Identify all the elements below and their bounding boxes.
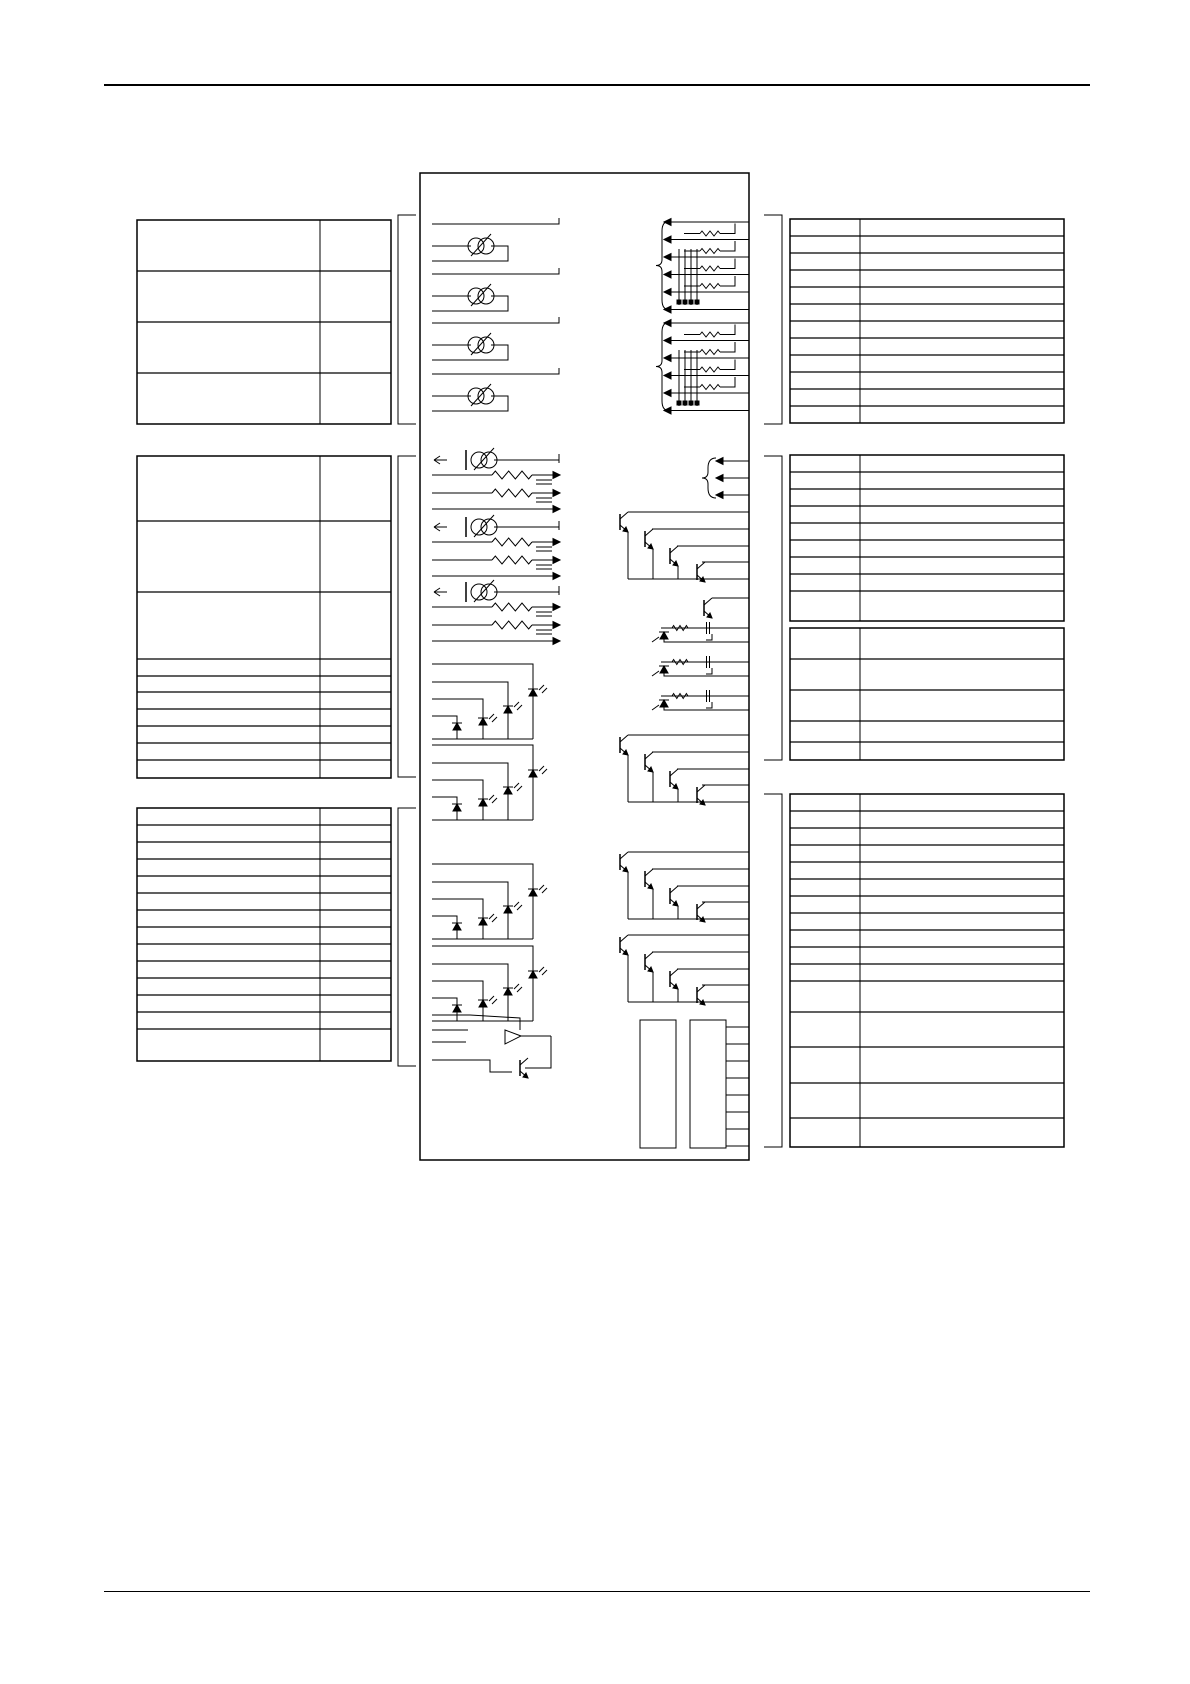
table-border	[790, 628, 1064, 760]
resistor-icon	[700, 367, 720, 372]
diode-body	[660, 632, 668, 639]
wire	[652, 637, 659, 642]
analog-input-channel	[432, 317, 559, 360]
transistor-icon	[704, 598, 712, 618]
led-icon	[528, 685, 547, 696]
diode-body	[504, 706, 512, 713]
terminal-dot	[677, 300, 681, 304]
transistor-cascade	[620, 852, 749, 922]
wire	[652, 671, 659, 676]
analog-output-table	[137, 456, 391, 778]
led-ray	[514, 984, 519, 989]
led-ray	[542, 888, 547, 893]
wire	[466, 1060, 512, 1072]
digital-input-group	[432, 946, 547, 1021]
led-ray	[489, 996, 494, 1001]
current-source-icon	[471, 448, 497, 470]
digital-input-table	[137, 808, 391, 1061]
transistor-icon	[645, 752, 653, 772]
current-source-icon	[468, 384, 494, 406]
led-icon	[528, 885, 547, 896]
capacitor-icon	[536, 612, 552, 616]
arrow-icon	[664, 254, 671, 261]
led-icon	[503, 984, 522, 995]
transistor-collector	[645, 869, 653, 876]
arrow-icon	[553, 490, 560, 497]
wire	[432, 345, 508, 360]
capacitor-icon	[536, 547, 552, 551]
arrow-icon	[664, 271, 671, 278]
led-icon	[528, 967, 547, 978]
wire	[434, 592, 440, 596]
left-tables-group	[137, 220, 391, 1061]
arrow-icon	[664, 306, 671, 313]
terminal-block	[690, 1020, 726, 1148]
analog-output-channel	[432, 580, 560, 645]
transistor-collector	[697, 985, 705, 992]
arrow-icon	[553, 573, 560, 580]
wire	[432, 716, 457, 739]
analog-input-channel	[432, 268, 559, 311]
resistor-icon	[492, 556, 532, 564]
solid-state-channel	[652, 690, 749, 710]
wire	[432, 964, 508, 1021]
brace-icon	[702, 458, 716, 498]
resistance-input-bracket	[764, 215, 782, 424]
led-icon	[503, 902, 522, 913]
terminal-dot	[677, 401, 681, 405]
transistor-icon	[620, 735, 628, 755]
arrow-icon	[553, 557, 560, 564]
resistor-icon	[492, 471, 532, 479]
diode-body	[529, 770, 537, 777]
capacitor-icon	[536, 480, 552, 484]
solid-state-channel	[652, 622, 749, 642]
diode-body	[504, 988, 512, 995]
terminal-dot	[695, 300, 699, 304]
arrow-icon	[553, 622, 560, 629]
led-ray	[517, 786, 522, 791]
transistor-collector	[670, 546, 678, 553]
led-ray	[542, 769, 547, 774]
wire	[432, 763, 508, 820]
resistance-input-table	[790, 219, 1064, 423]
arrow-icon	[553, 506, 560, 513]
led-ray	[492, 999, 497, 1004]
diode-body	[479, 799, 487, 806]
arrow-icon	[664, 289, 671, 296]
diode-icon	[659, 666, 669, 673]
led-ray	[489, 714, 494, 719]
terminal-dot	[695, 401, 699, 405]
led-ray	[517, 705, 522, 710]
led-ray	[492, 717, 497, 722]
transistor-icon	[670, 886, 678, 906]
wire	[432, 396, 508, 411]
diode-body	[479, 918, 487, 925]
arrow-icon	[664, 236, 671, 243]
led-ray	[514, 702, 519, 707]
terminal-block-group	[640, 1020, 749, 1148]
arrow-icon	[553, 539, 560, 546]
analog-input-channel	[432, 218, 559, 261]
arrow-icon	[664, 219, 671, 226]
diode-body	[529, 889, 537, 896]
resistance-input-group	[656, 320, 749, 415]
diode-icon	[659, 632, 669, 639]
current-source-icon	[468, 284, 494, 306]
led-icon	[478, 996, 497, 1007]
transistor-collector	[670, 769, 678, 776]
resistor-icon	[492, 489, 532, 497]
analog-output-channel	[432, 448, 560, 513]
table-border	[137, 808, 391, 1061]
arrow-icon	[664, 407, 671, 414]
diode-body	[529, 689, 537, 696]
digital-input-bracket	[398, 808, 416, 1066]
amplifier-triangle	[505, 1030, 521, 1044]
wire	[706, 634, 712, 640]
led-ray	[489, 795, 494, 800]
wire	[434, 456, 440, 460]
wire	[720, 360, 735, 370]
wire	[432, 317, 559, 323]
brace-icon	[656, 322, 670, 411]
arrow-icon	[716, 475, 723, 482]
arrow-icon	[553, 604, 560, 611]
transistor-icon	[645, 529, 653, 549]
arrow-icon	[553, 472, 560, 479]
analog-output-bracket	[398, 456, 416, 777]
resistor-icon	[492, 538, 532, 546]
diode-body	[504, 787, 512, 794]
resistor-icon	[700, 249, 720, 254]
wire	[432, 797, 457, 820]
table-border	[137, 456, 391, 778]
transistor-collector	[697, 785, 705, 792]
wire	[432, 882, 508, 939]
diode-body	[504, 906, 512, 913]
resistor-icon	[700, 266, 720, 271]
solid-state-output-group	[652, 598, 749, 710]
analog-input-bracket	[398, 215, 416, 424]
wire	[720, 342, 735, 352]
transistor-icon	[620, 512, 628, 532]
led-ray	[517, 905, 522, 910]
diode-body	[479, 718, 487, 725]
led-icon	[503, 783, 522, 794]
transistor-collector	[670, 886, 678, 893]
wire	[432, 246, 508, 261]
digital-output-table-1-lower	[790, 628, 1064, 760]
wire	[434, 523, 440, 527]
arrow-icon	[716, 492, 723, 499]
wire	[432, 268, 559, 274]
arrow-icon	[664, 372, 671, 379]
terminal-dot	[689, 300, 693, 304]
transistor-icon	[670, 969, 678, 989]
wire	[720, 224, 735, 234]
resistor-icon	[492, 621, 532, 629]
terminal-dot	[683, 300, 687, 304]
led-ray	[514, 902, 519, 907]
led-ray	[539, 766, 544, 771]
transistor-icon	[670, 769, 678, 789]
led-ray	[542, 970, 547, 975]
source-circle	[471, 584, 487, 600]
internal-circuitry-group	[432, 218, 749, 1148]
resistance-input-group	[656, 219, 749, 314]
transistor-icon	[620, 852, 628, 872]
wire	[652, 705, 659, 710]
arrow-icon	[664, 337, 671, 344]
transistor-cascade	[620, 935, 749, 1005]
transistor-collector	[620, 735, 628, 742]
led-icon	[478, 714, 497, 725]
resistor-icon	[700, 231, 720, 236]
transistor-icon	[670, 546, 678, 566]
wire	[432, 916, 457, 939]
led-ray	[542, 688, 547, 693]
table-border	[790, 455, 1064, 621]
wire	[432, 682, 508, 739]
wire	[432, 296, 508, 311]
led-icon	[528, 766, 547, 777]
source-circle	[471, 452, 487, 468]
wire	[525, 1036, 551, 1068]
diode-body	[660, 700, 668, 707]
led-ray	[539, 885, 544, 890]
led-ray	[492, 798, 497, 803]
resistor-icon	[492, 603, 532, 611]
led-ray	[514, 783, 519, 788]
analog-input-channel	[432, 368, 559, 411]
wire	[720, 241, 735, 251]
led-icon	[478, 914, 497, 925]
wire	[706, 668, 712, 674]
led-icon	[503, 702, 522, 713]
wire	[720, 259, 735, 269]
digital-output-feed	[702, 458, 749, 499]
led-ray	[492, 917, 497, 922]
capacitor-icon	[536, 565, 552, 569]
digital-output-bracket-2	[764, 794, 782, 1147]
resistor-icon	[700, 284, 720, 289]
digital-input-group	[432, 664, 547, 739]
arrow-icon	[664, 355, 671, 362]
arrow-icon	[664, 320, 671, 327]
transistor-collector	[697, 562, 705, 569]
transistor-collector	[520, 1058, 528, 1065]
wire	[434, 588, 440, 592]
transistor-collector	[620, 935, 628, 942]
analog-output-channel	[432, 515, 560, 580]
arrow-icon	[664, 390, 671, 397]
transistor-icon	[645, 952, 653, 972]
transistor-collector	[697, 902, 705, 909]
led-ray	[517, 987, 522, 992]
wire	[470, 1015, 520, 1030]
transistor-collector	[670, 969, 678, 976]
diode-body	[479, 1000, 487, 1007]
digital-output-table-2	[790, 794, 1064, 1147]
diode-body	[660, 666, 668, 673]
wire	[432, 368, 559, 374]
source-circle	[471, 519, 487, 535]
arrow-icon	[716, 458, 723, 465]
capacitor-icon	[536, 498, 552, 502]
led-ray	[539, 685, 544, 690]
current-source-icon	[468, 333, 494, 355]
resistor-icon	[700, 350, 720, 355]
amplifier-icon	[432, 1015, 551, 1078]
current-source-icon	[471, 580, 497, 602]
current-source-icon	[471, 515, 497, 537]
capacitor-icon	[536, 630, 552, 634]
transistor-cascade	[620, 512, 749, 582]
terminal-block	[640, 1020, 676, 1148]
led-ray	[489, 914, 494, 919]
resistor-icon	[700, 332, 720, 337]
wire	[706, 702, 712, 708]
transistor-icon	[645, 869, 653, 889]
digital-input-group	[432, 864, 547, 939]
analog-input-table	[137, 220, 391, 424]
wire	[720, 377, 735, 387]
diode-body	[529, 971, 537, 978]
digital-input-group	[432, 745, 547, 820]
wire	[432, 998, 457, 1021]
transistor-cascade	[620, 735, 749, 805]
brace-icon	[656, 221, 670, 310]
terminal-dot	[689, 401, 693, 405]
wire	[434, 460, 440, 464]
diode-icon	[659, 700, 669, 707]
right-tables-group	[790, 219, 1064, 1147]
digital-output-bracket-1	[764, 456, 782, 760]
wire	[720, 325, 735, 335]
transistor-collector	[645, 529, 653, 536]
wire	[432, 218, 559, 224]
transistor-collector	[645, 952, 653, 959]
current-source-icon	[468, 234, 494, 256]
module-frame	[420, 173, 749, 1160]
led-ray	[539, 967, 544, 972]
transistor-icon	[620, 935, 628, 955]
wire	[434, 527, 440, 531]
resistor-icon	[700, 385, 720, 390]
table-border	[790, 794, 1064, 1147]
transistor-collector	[620, 852, 628, 859]
transistor-collector	[645, 752, 653, 759]
terminal-dot	[683, 401, 687, 405]
digital-output-table-1	[790, 455, 1064, 621]
solid-state-channel	[652, 656, 749, 676]
led-icon	[478, 795, 497, 806]
arrow-icon	[553, 638, 560, 645]
transistor-collector	[704, 598, 712, 605]
transistor-collector	[620, 512, 628, 519]
wire	[720, 276, 735, 286]
